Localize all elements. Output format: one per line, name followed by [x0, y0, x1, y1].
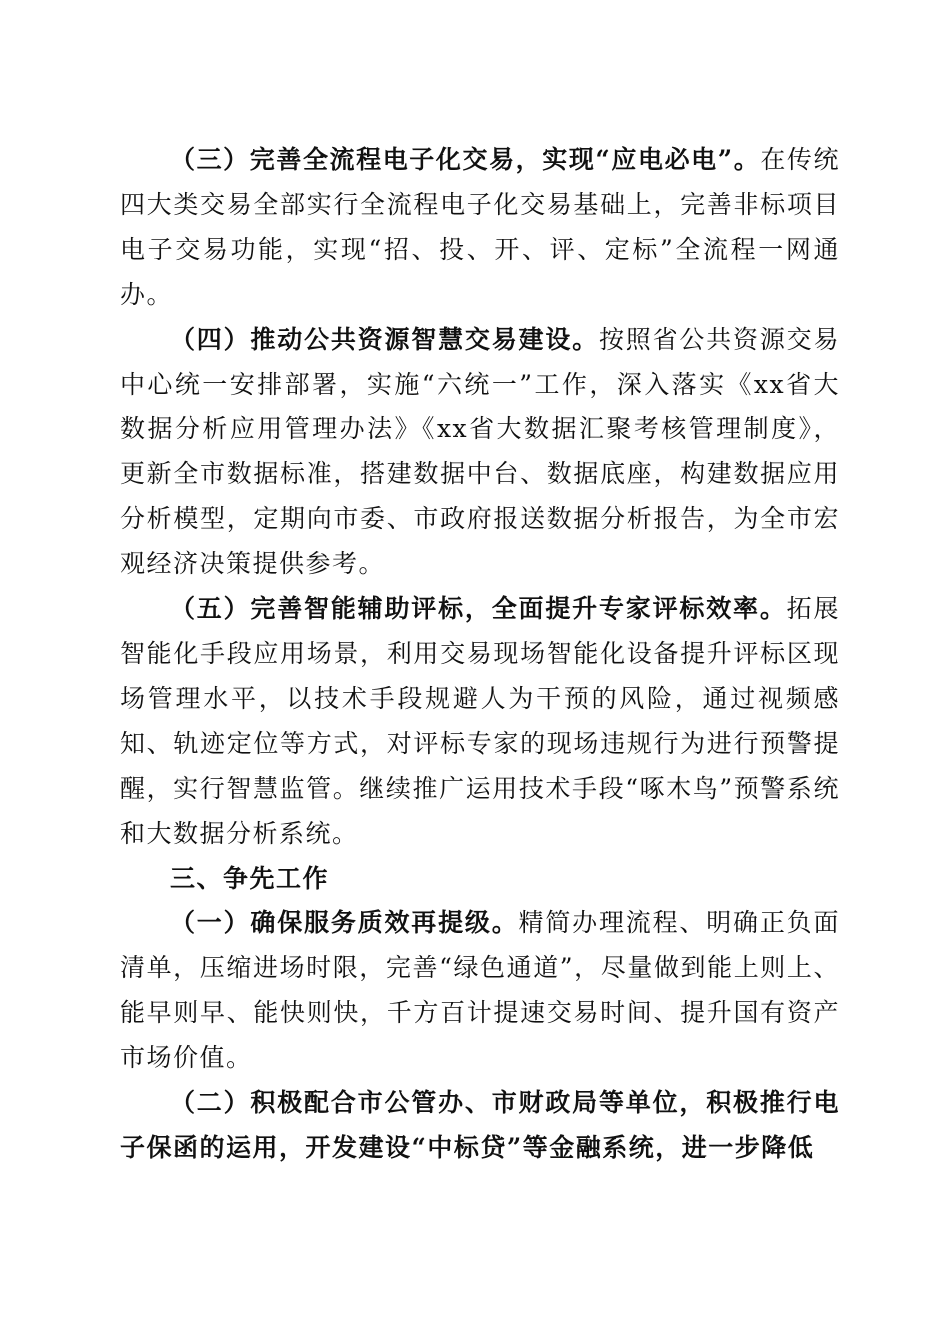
section-heading: 三、争先工作 — [170, 863, 330, 893]
paragraph-5 — [120, 587, 840, 856]
section-paragraph-2-lead: （二）积极配合市公管办、市财政局等单位，积极推行电子保函的运用，开发建设“中标贷”等金融系统，进一步降低 — [120, 1088, 840, 1162]
paragraph-4-lead: （四）推动公共资源智慧交易建设。 — [170, 324, 599, 354]
paragraph-3-lead: （三）完善全流程电子化交易，实现“应电必电”。 — [170, 145, 761, 174]
paragraph-4-body: 按照省公共资源交易中心统一安排部署，实施“六统一”工作，深入落实《xx省大数据分析应用管理办法》《xx省大数据汇聚考核管理制度》，更新全市数据标准，搭建数据中台、数据底座，构建数据应用分析模型，定期向市委、市政府报送数据分析报告，为全市宏观经济决策提供参考。 — [120, 324, 840, 579]
paragraph-3 — [120, 138, 840, 318]
paragraph-4 — [120, 318, 840, 587]
paragraph-5-body: 拓展智能化手段应用场景，利用交易现场智能化设备提升评标区现场管理水平，以技术手段规避人为干预的风险，通过视频感知、轨迹定位等方式，对评标专家的现场违规行为进行预警提醒，实行智慧监管。继续推广运用技术手段“啄木鸟”预警系统和大数据分析系统。 — [120, 594, 840, 848]
section-paragraph-1 — [120, 901, 840, 1081]
paragraph-5-lead: （五）完善智能辅助评标，全面提升专家评标效率。 — [170, 594, 787, 624]
document-body — [120, 138, 840, 1171]
section-paragraph-2 — [120, 1081, 840, 1171]
section-paragraph-1-lead: （一）确保服务质效再提级。 — [170, 908, 519, 938]
paragraph-3-body: 在传统四大类交易全部实行全流程电子化交易基础上，完善非标项目电子交易功能，实现“招、投、开、评、定标”全流程一网通办。 — [120, 145, 840, 309]
section-paragraph-1-body: 精简办理流程、明确正负面清单，压缩进场时限，完善“绿色通道”，尽量做到能上则上、能早则早、能快则快，千方百计提速交易时间、提升国有资产市场价值。 — [120, 908, 840, 1073]
